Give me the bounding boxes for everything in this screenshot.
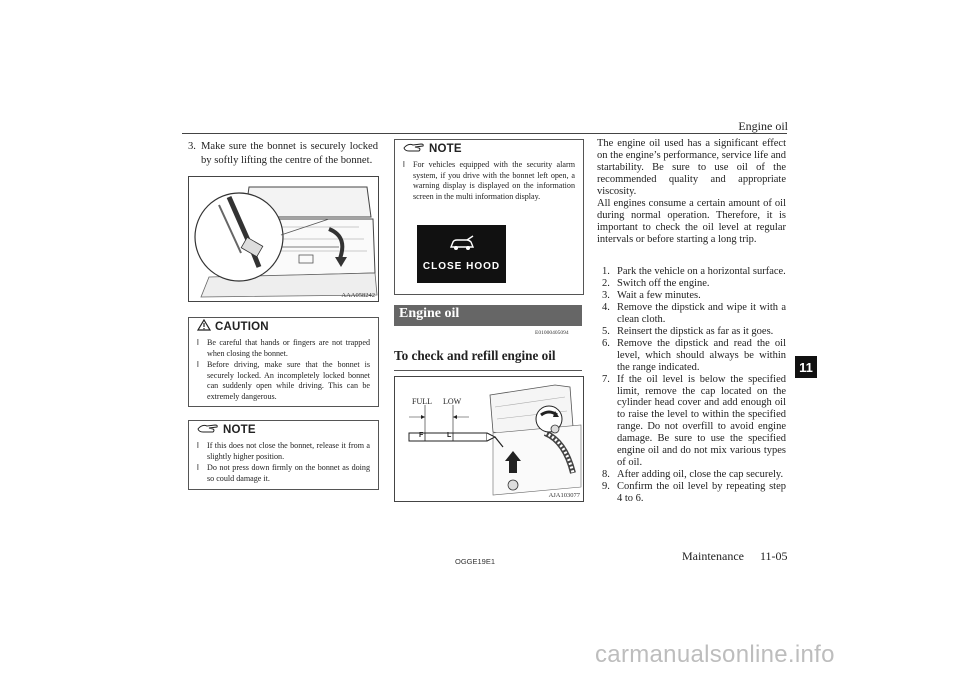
list-item: 5. Reinsert the dipstick as far as it goes.	[602, 325, 774, 337]
paragraph: All engines consume a certain amount of oil during normal operation. Therefore, it is important to check the oil level at regular intervals or before starting a long trip.	[597, 197, 786, 245]
dipstick-mark-l: L	[447, 432, 452, 439]
list-item: l Do not press down firmly on the bonnet as doing so could damage it.	[197, 463, 370, 483]
step-text: Make sure the bonnet is securely locked by softly lifting the centre of the bonnet.	[201, 141, 378, 166]
chapter-tab: 11	[795, 356, 817, 378]
dipstick-mark-f: F	[419, 432, 424, 439]
note-header	[189, 421, 378, 439]
subsection-title: To check and refill engine oil	[394, 348, 556, 363]
procedure-steps	[597, 266, 786, 505]
warning-triangle-icon	[197, 318, 211, 336]
section-title: Engine oil	[399, 306, 460, 321]
bullet-l-icon: l	[197, 441, 199, 450]
close-hood-display	[417, 225, 506, 283]
intro-paragraphs	[597, 138, 786, 246]
watermark: carmanualsonline.info	[595, 641, 835, 668]
bullet-l-icon: l	[197, 338, 199, 347]
dipstick-illustration	[395, 377, 583, 501]
figure-id: AAA058242	[341, 292, 375, 299]
figure-dipstick	[394, 376, 584, 502]
footer-section: Maintenance	[682, 549, 744, 563]
note-hand-icon	[403, 140, 425, 158]
list-item: l Be careful that hands or fingers are not trapped when closing the bonnet.	[197, 338, 370, 358]
list-item: 8. After adding oil, close the cap securely.	[602, 469, 784, 481]
section-heading-bar	[394, 305, 582, 326]
bonnet-illustration	[189, 177, 378, 301]
caution-items	[189, 336, 378, 407]
note-box-left	[188, 420, 379, 490]
note-label: NOTE	[223, 424, 256, 436]
document-code: OGGE19E1	[455, 557, 496, 566]
caution-header	[189, 318, 378, 336]
note-header	[395, 140, 583, 158]
bullet-l-icon: l	[197, 360, 199, 369]
list-item: l Before driving, make sure that the bonnet is securely locked. An incompletely locked bonnet can suddenly open while driving. This can be extremely dangerous.	[197, 360, 370, 401]
note-hand-icon	[197, 421, 219, 439]
list-item: 6. Remove the dipstick and read the oil level, which should always be within the range indicated.	[602, 337, 786, 373]
note-label: NOTE	[429, 143, 462, 155]
list-item: 9. Confirm the oil level by repeating step 4 to 6.	[602, 481, 786, 505]
step-3	[188, 140, 378, 168]
note-items	[189, 439, 378, 489]
page-header-title: Engine oil	[738, 119, 788, 133]
bullet-l-icon: l	[403, 160, 405, 169]
caution-box	[188, 317, 379, 407]
note-items	[395, 158, 583, 207]
car-hood-open-icon	[448, 235, 476, 251]
bullet-l-icon: l	[197, 463, 199, 472]
list-item: 4. Remove the dipstick and wipe it with a clean cloth.	[602, 301, 786, 325]
list-item: 3. Wait a few minutes.	[602, 289, 701, 301]
list-item: 1. Park the vehicle on a horizontal surface.	[602, 266, 786, 277]
header-rule	[182, 133, 787, 134]
note-box-middle	[394, 139, 584, 295]
list-item: l If this does not close the bonnet, release it from a slightly higher position.	[197, 441, 370, 461]
figure-bonnet	[188, 176, 379, 302]
list-item: 2. Switch off the engine.	[602, 277, 710, 289]
caution-label: CAUTION	[215, 321, 269, 333]
page-number: 11-05	[760, 549, 788, 563]
paragraph: The engine oil used has a significant effect on the engine’s performance, service life and startability. Be sure to use oil of the recommended quality and appropriate viscosity.	[597, 138, 786, 197]
list-item: l For vehicles equipped with the security alarm system, if you drive with the bonnet left open, a warning display is displayed on the information screen in the multi information display.	[403, 160, 575, 201]
label-low: LOW	[443, 397, 462, 406]
list-item: 7. If the oil level is below the specified limit, remove the cap located on the cylinder head cover and add enough oil to raise the level to within the specified range. Do not overfill to avoid engine damage. Be sure to use the specified engine oil and do not mix various types of oil.	[602, 373, 786, 469]
step-number: 3.	[188, 141, 196, 152]
subsection-rule	[394, 370, 582, 371]
label-full: FULL	[412, 397, 432, 406]
section-code: E01000405094	[535, 330, 569, 336]
figure-id: AJA103077	[548, 492, 580, 499]
display-text: CLOSE HOOD	[422, 261, 501, 272]
